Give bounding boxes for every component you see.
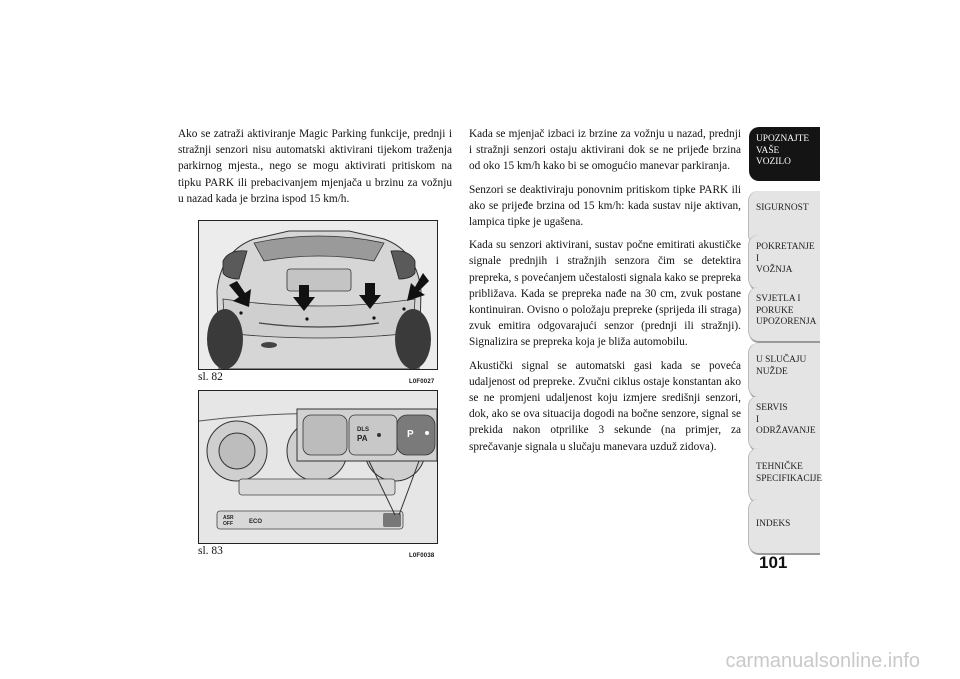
right-text-column xyxy=(469,126,741,462)
tab-servis-i-odrzavanje[interactable] xyxy=(749,396,820,450)
pa-top-label: DLS xyxy=(357,427,369,433)
tab-label-line: I xyxy=(756,253,760,264)
park-label: P xyxy=(407,429,414,440)
tab-label-line: UPOZNAJTE xyxy=(756,134,810,144)
rear-bumper-illustration xyxy=(199,221,437,369)
tab-label-line: SVJETLA I xyxy=(756,294,801,304)
paragraph: Ako se zatraži aktiviranje Magic Parking funkcije, prednji i stražnji senzori nisu automatski aktivirani tijekom traženja parkirnog mjesta., nego se mogu aktivirati pritiskom na tipku PARK ili prebacivanjem mjenjača u brzinu za vožnju u nazad kada je brzina ispod 15 km/h. xyxy=(178,128,452,205)
eco-label: ECO xyxy=(249,519,263,525)
tab-label-line: PORUKE xyxy=(756,305,794,316)
paragraph: Kada su senzori aktivirani, sustav počne emitirati akustičke signale prednjih i stražnjih senzora čim se detektira prepreka, s povećanjem učestalosti signala kako se prepreka približava. Kada se prepreka nađe na 30 cm, zvuk postane kontinuiran. Ovisno o položaju prepreke (sprijeda ili straga) zvuk emitira odgovarajući senzor (prednji ili stražnji). Signalizira se prepreka koja je bliža automobilu. xyxy=(469,239,741,349)
figure-caption: sl. 82 xyxy=(198,371,223,383)
tab-label-line: SPECIFIKACIJE xyxy=(756,473,823,484)
tab-label-line: NUŽDE xyxy=(756,366,788,377)
tab-label-line: I xyxy=(756,414,760,425)
paragraph: Akustički signal se automatski gasi kada se poveća udaljenost od prepreke. Zvučni ciklus ostaje konstantan ako se ne promjeni udaljenost koju izmjere središnji senzori, dok, ako se ova situacija dogodi na bočne senzore, signal se prekida nakon otprilike 3 sekunde (na primjer, za sprečavanje signala u slučaju manevara uzduž zidova). xyxy=(469,359,741,453)
tab-label-line: POKRETANJE xyxy=(756,242,815,252)
paragraph: Kada se mjenjač izbaci iz brzine za vožnju u nazad, prednji i stražnji senzori ostaju aktivirani dok se ne prijeđe brzina od oko 15 km/h kako bi se omogućio manevar parkiranja. xyxy=(469,128,741,173)
tab-label-line: VAŠE xyxy=(756,145,780,156)
figure-rear-sensors xyxy=(198,220,438,370)
asr-label: ASR xyxy=(223,515,234,521)
tab-label-line: UPOZORENJA xyxy=(756,317,817,327)
tab-tehnicke-specifikacije[interactable] xyxy=(749,448,823,502)
tab-upoznajte-vase-vozilo[interactable] xyxy=(749,127,820,181)
page-number: 101 xyxy=(759,553,788,572)
tab-label-line: SERVIS xyxy=(756,403,788,413)
tab-label-line: TEHNIČKE xyxy=(756,462,803,472)
watermark: carmanualsonline.info xyxy=(725,650,920,672)
tab-label-line: VOZILO xyxy=(756,157,791,167)
figure-caption: sl. 83 xyxy=(198,545,223,557)
tab-u-slucaju-nuzde[interactable] xyxy=(749,343,820,397)
figure-park-button xyxy=(198,390,438,544)
tab-pokretanje-i-voznja[interactable] xyxy=(749,235,820,289)
dashboard-illustration xyxy=(199,391,437,543)
tab-label-line: ODRŽAVANJE xyxy=(756,426,816,436)
left-text-column xyxy=(178,126,452,214)
off-label: OFF xyxy=(223,521,233,527)
tab-label-line: SIGURNOST xyxy=(756,203,809,213)
tab-label-line: U SLUČAJU xyxy=(756,355,807,365)
paragraph: Senzori se deaktiviraju ponovnim pritiskom tipke PARK ili ako se prijeđe brzina od 15 km/h: kada sustav nije aktivan, lampica tipke je ugašena. xyxy=(469,183,741,229)
figure-code: L0F0027 xyxy=(409,379,435,385)
pa-label: PA xyxy=(357,434,368,443)
tab-indeks[interactable] xyxy=(749,499,820,553)
tab-label-line: INDEKS xyxy=(756,519,791,529)
tab-svjetla-i-poruke-upozorenja[interactable] xyxy=(749,287,820,341)
tab-label-line: VOŽNJA xyxy=(756,265,793,275)
figure-code: L0F0038 xyxy=(409,553,435,559)
